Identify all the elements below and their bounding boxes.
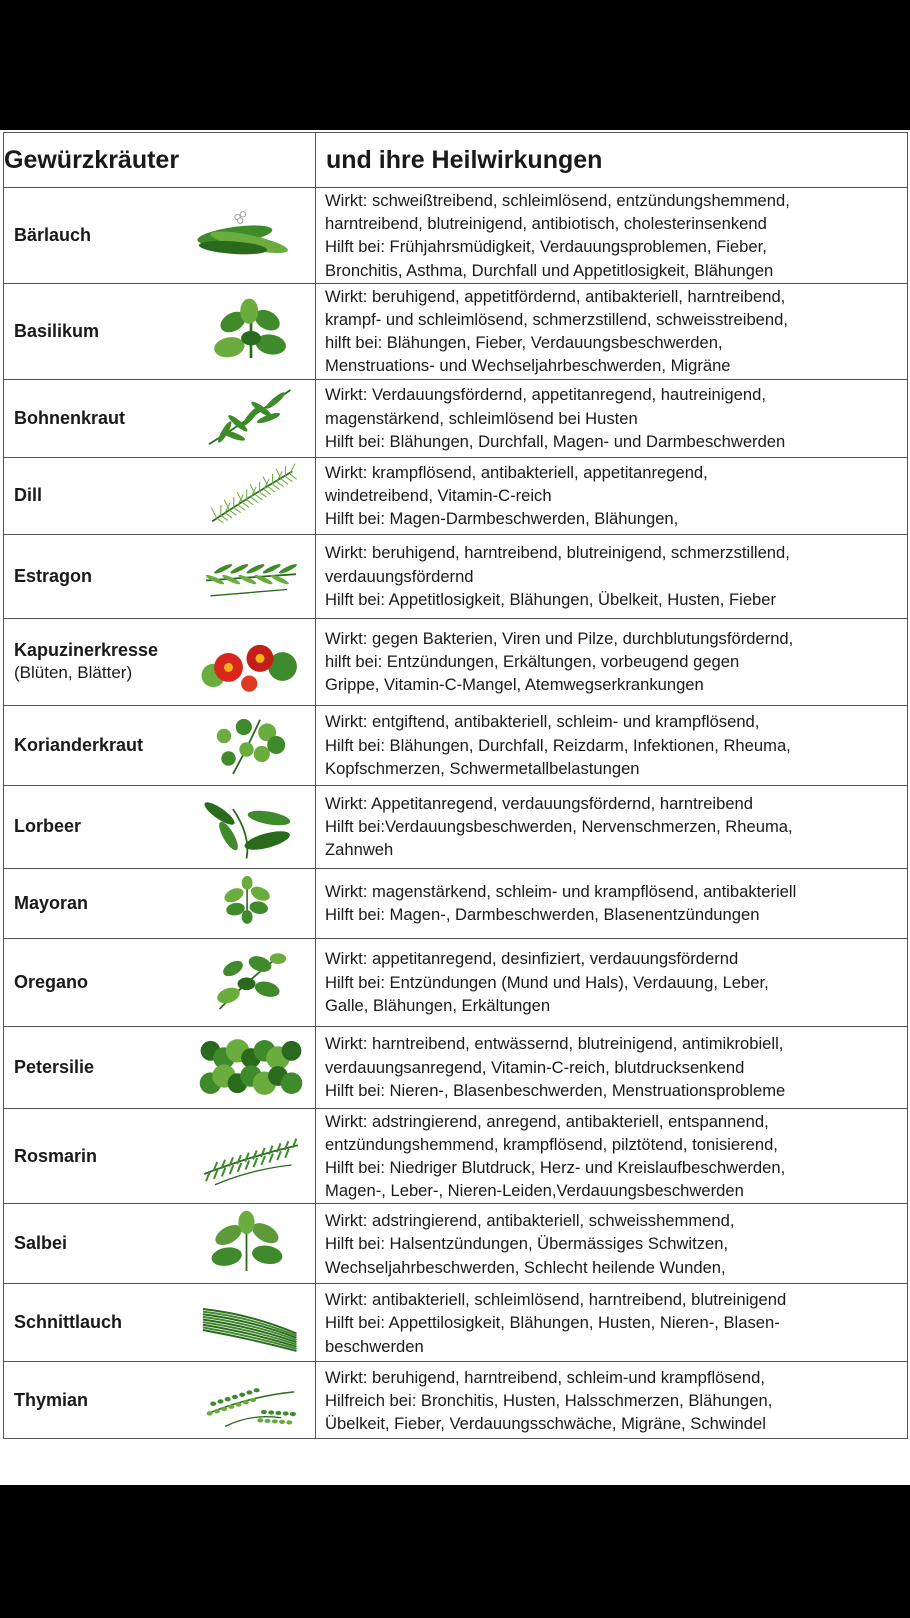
- herb-name-cell: [4, 1108, 187, 1204]
- herb-name: Basilikum: [14, 320, 100, 341]
- herb-name-cell: [4, 457, 187, 534]
- herb-image-cell: [187, 1362, 316, 1439]
- effect-line: windetreibend, Vitamin-C-reich: [325, 486, 552, 506]
- herb-effects-cell: [316, 1026, 908, 1108]
- effect-line: Hilft bei: Appetitlosigkeit, Blähungen, Übelkeit, Husten, Fieber: [325, 589, 777, 609]
- table-row: [4, 1284, 908, 1362]
- savory-sprig-icon: [193, 383, 309, 453]
- effect-line: harntreibend, blutreinigend, antibiotisch, cholesterinsenkend: [325, 214, 767, 234]
- herb-effects-cell: [316, 938, 908, 1026]
- herb-name-cell: [4, 1204, 187, 1284]
- herb-effects-cell: [316, 534, 908, 618]
- herb-image-cell: [187, 457, 316, 534]
- coriander-leaves-icon: [193, 709, 309, 781]
- sage-leaves-icon: [193, 1208, 309, 1280]
- herb-image-cell: [187, 379, 316, 457]
- herb-name-cell: [4, 785, 187, 868]
- herb-name: Mayoran: [14, 892, 89, 913]
- effect-line: Wirkt: Verdauungsfördernd, appetitanregend, hautreinigend,: [325, 385, 766, 405]
- table-row: [4, 283, 908, 379]
- table-row: [4, 785, 908, 868]
- marjoram-sprig-icon: [193, 872, 309, 934]
- herb-image-cell: [187, 188, 316, 284]
- herb-name: Petersilie: [14, 1056, 95, 1077]
- herb-name: Oregano: [14, 971, 89, 992]
- bay-leaves-icon: [193, 791, 309, 863]
- effect-line: Wirkt: schweißtreibend, schleimlösend, entzündungshemmend,: [325, 191, 790, 210]
- herb-chart-sheet: [0, 130, 910, 1485]
- herb-name: Bohnenkraut: [14, 407, 126, 428]
- herb-effects-cell: [316, 785, 908, 868]
- effect-line: beschwerden: [325, 1336, 424, 1356]
- effect-line: Wirkt: harntreibend, entwässernd, blutreinigend, antimikrobiell,: [325, 1034, 784, 1054]
- herb-effects-cell: [316, 1108, 908, 1204]
- herb-name: Korianderkraut: [14, 734, 144, 755]
- effect-line: Wirkt: entgiftend, antibakteriell, schleim- und krampflösend,: [325, 712, 760, 732]
- table-row: [4, 1108, 908, 1204]
- effect-line: Hilft bei: Entzündungen (Mund und Hals), Verdauung, Leber,: [325, 972, 769, 992]
- herb-name: Schnittlauch: [14, 1312, 123, 1333]
- parsley-bunch-icon: [193, 1031, 309, 1103]
- effect-line: Hilft bei:Verdauungsbeschwerden, Nervenschmerzen, Rheuma,: [325, 817, 793, 837]
- effect-line: Wirkt: gegen Bakterien, Viren und Pilze, durchblutungsfördernd,: [325, 628, 794, 648]
- effect-line: magenstärkend, schleimlösend bei Husten: [325, 408, 638, 428]
- effect-line: Grippe, Vitamin-C-Mangel, Atemwegserkrankungen: [325, 675, 704, 695]
- herb-table: [3, 132, 908, 1439]
- herb-name-cell: [4, 188, 187, 284]
- effect-line: hilft bei: Blähungen, Fieber, Verdauungsbeschwerden,: [325, 333, 723, 353]
- herb-name-cell: [4, 1362, 187, 1439]
- herb-image-cell: [187, 1284, 316, 1362]
- effect-line: Wirkt: appetitanregend, desinfiziert, verdauungsfördernd: [325, 949, 739, 969]
- effect-line: Hilft bei: Blähungen, Durchfall, Reizdarm, Infektionen, Rheuma,: [325, 735, 791, 755]
- herb-name: Kapuzinerkresse: [14, 640, 159, 661]
- table-row: [4, 705, 908, 785]
- herb-image-cell: [187, 705, 316, 785]
- herb-name-cell: [4, 534, 187, 618]
- herb-image-cell: [187, 618, 316, 705]
- effect-line: Hilft bei: Magen-, Darmbeschwerden, Blasenentzündungen: [325, 905, 760, 925]
- herb-image-cell: [187, 534, 316, 618]
- effect-line: verdauungsfördernd: [325, 566, 474, 586]
- effect-line: Menstruations- und Wechseljahrbeschwerden, Migräne: [325, 356, 731, 376]
- effect-line: Kopfschmerzen, Schwermetallbelastungen: [325, 758, 640, 778]
- table-header-row: [4, 133, 908, 188]
- herb-image-cell: [187, 1108, 316, 1204]
- table-row: [4, 1026, 908, 1108]
- herb-name-cell: [4, 283, 187, 379]
- chives-bundle-icon: [193, 1288, 309, 1358]
- herb-image-cell: [187, 1204, 316, 1284]
- herb-effects-cell: [316, 379, 908, 457]
- herb-image-cell: [187, 283, 316, 379]
- herb-name: Bärlauch: [14, 224, 92, 245]
- herb-effects-cell: [316, 457, 908, 534]
- herb-effects-cell: [316, 618, 908, 705]
- effect-line: krampf- und schleimlösend, schmerzstillend, schweisstreibend,: [325, 310, 788, 330]
- table-row: [4, 1362, 908, 1439]
- herb-name: Lorbeer: [14, 816, 82, 837]
- effect-line: Zahnweh: [325, 840, 394, 860]
- table-row: [4, 188, 908, 284]
- effect-line: hilft bei: Entzündungen, Erkältungen, vorbeugend gegen: [325, 652, 740, 672]
- effect-line: Wirkt: beruhigend, harntreibend, blutreinigend, schmerzstillend,: [325, 543, 790, 563]
- herb-name: Thymian: [14, 1389, 89, 1410]
- herb-name-cell: [4, 1284, 187, 1362]
- herb-name-cell: [4, 705, 187, 785]
- effect-line: Hilft bei: Frühjahrsmüdigkeit, Verdauungsproblemen, Fieber,: [325, 237, 767, 257]
- herb-subname: (Blüten, Blätter): [14, 663, 133, 683]
- herb-name-cell: [4, 868, 187, 938]
- herb-effects-cell: [316, 705, 908, 785]
- herb-image-cell: [187, 1026, 316, 1108]
- table-row: [4, 1204, 908, 1284]
- herb-name-cell: [4, 1026, 187, 1108]
- effect-line: Hilft bei: Appettilosigkeit, Blähungen, Husten, Nieren-, Blasen-: [325, 1313, 780, 1333]
- herb-effects-cell: [316, 1284, 908, 1362]
- herb-image-cell: [187, 868, 316, 938]
- table-row: [4, 938, 908, 1026]
- effect-line: Hilft bei: Halsentzündungen, Übermässiges Schwitzen,: [325, 1234, 729, 1254]
- effect-line: Wirkt: antibakteriell, schleimlösend, harntreibend, blutreinigend: [325, 1290, 787, 1310]
- header-effects: und ihre Heilwirkungen: [316, 133, 908, 188]
- oregano-sprig-icon: [193, 946, 309, 1018]
- thyme-sprig-icon: [193, 1366, 309, 1435]
- herb-effects-cell: [316, 868, 908, 938]
- effect-line: Galle, Blähungen, Erkältungen: [325, 995, 551, 1015]
- effect-line: Wirkt: adstringierend, anregend, antibakteriell, entspannend,: [325, 1111, 769, 1131]
- table-row: [4, 618, 908, 705]
- baerlauch-leaves-icon: [193, 199, 309, 271]
- effect-line: Hilft bei: Nieren-, Blasenbeschwerden, Menstruationsprobleme: [325, 1080, 786, 1100]
- effect-line: Wirkt: beruhigend, appetitfördernd, antibakteriell, harntreibend,: [325, 286, 786, 306]
- effect-line: Bronchitis, Asthma, Durchfall und Appetitlosigkeit, Blähungen: [325, 260, 774, 280]
- nasturtium-flowers-icon: [193, 626, 309, 698]
- herb-image-cell: [187, 938, 316, 1026]
- effect-line: Wechseljahrbeschwerden, Schlecht heilende Wunden,: [325, 1257, 726, 1277]
- table-row: [4, 457, 908, 534]
- tarragon-sprig-icon: [193, 540, 309, 612]
- herb-name: Salbei: [14, 1233, 68, 1254]
- herb-image-cell: [187, 785, 316, 868]
- table-row: [4, 534, 908, 618]
- effect-line: entzündungshemmend, krampflösend, pilztötend, tonisierend,: [325, 1134, 778, 1154]
- herb-effects-cell: [316, 1204, 908, 1284]
- herb-name: Estragon: [14, 565, 93, 586]
- herb-name-cell: [4, 379, 187, 457]
- effect-line: Hilft bei: Niedriger Blutdruck, Herz- und Kreislaufbeschwerden,: [325, 1158, 786, 1178]
- effect-line: Wirkt: beruhigend, harntreibend, schleim-und krampflösend,: [325, 1367, 765, 1387]
- herb-effects-cell: [316, 283, 908, 379]
- table-row: [4, 379, 908, 457]
- effect-line: Übelkeit, Fieber, Verdauungsschwäche, Migräne, Schwindel: [325, 1414, 766, 1434]
- herb-name: Rosmarin: [14, 1145, 98, 1166]
- effect-line: verdauungsanregend, Vitamin-C-reich, blutdrucksenkend: [325, 1057, 745, 1077]
- effect-line: Hilfreich bei: Bronchitis, Husten, Halsschmerzen, Blähungen,: [325, 1390, 773, 1410]
- herb-effects-cell: [316, 1362, 908, 1439]
- herb-effects-cell: [316, 188, 908, 284]
- herb-name-cell: [4, 618, 187, 705]
- dill-sprig-icon: [193, 461, 309, 530]
- effect-line: Hilft bei: Blähungen, Durchfall, Magen- und Darmbeschwerden: [325, 431, 786, 451]
- effect-line: Wirkt: krampflösend, antibakteriell, appetitanregend,: [325, 462, 708, 482]
- effect-line: Wirkt: adstringierend, antibakteriell, schweisshemmend,: [325, 1211, 735, 1231]
- herb-name: Dill: [14, 485, 43, 506]
- header-herbs: Gewürzkräuter: [4, 133, 316, 188]
- rosemary-sprig-icon: [193, 1120, 309, 1192]
- effect-line: Hilft bei: Magen-Darmbeschwerden, Blähungen,: [325, 509, 679, 529]
- basil-leaves-icon: [193, 295, 309, 367]
- table-row: [4, 868, 908, 938]
- effect-line: Wirkt: Appetitanregend, verdauungsfördernd, harntreibend: [325, 793, 754, 813]
- herb-name-cell: [4, 938, 187, 1026]
- effect-line: Magen-, Leber-, Nieren-Leiden,Verdauungsbeschwerden: [325, 1181, 744, 1201]
- effect-line: Wirkt: magenstärkend, schleim- und krampflösend, antibakteriell: [325, 881, 797, 901]
